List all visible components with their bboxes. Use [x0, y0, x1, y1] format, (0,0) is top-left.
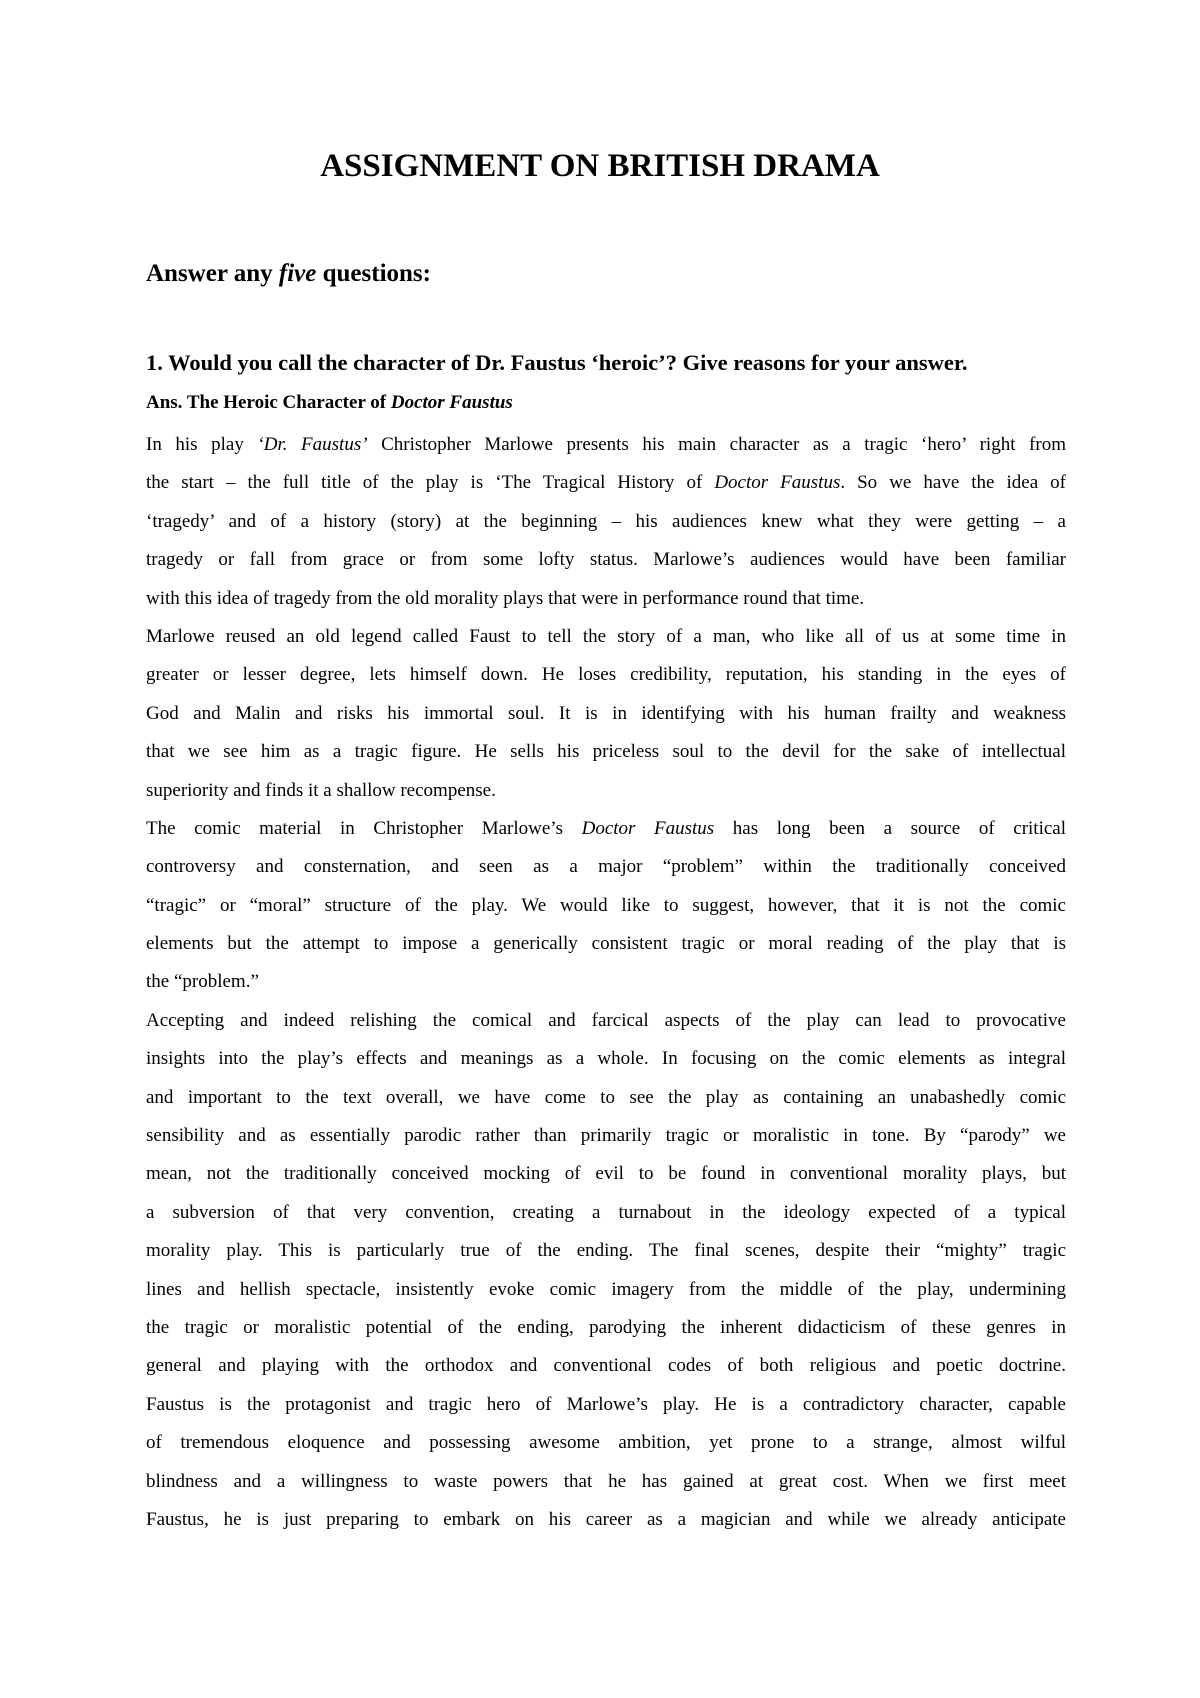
- italic-title: Doctor Faustus: [581, 817, 715, 839]
- line-text: . So we have the idea of: [840, 472, 1066, 494]
- line-text: “tragic” or “moral” structure of the play. We would like to suggest, however, that it is not the comic: [146, 894, 1066, 916]
- body-line: [146, 1386, 1066, 1424]
- line-text: the start – the full title of the play is ‘The Tragical History of: [146, 472, 715, 494]
- body-line: [146, 887, 1066, 925]
- line-text: a subversion of that very convention, creating a turnabout in the ideology expected of a typical: [146, 1201, 1066, 1223]
- body-line: [146, 464, 1066, 502]
- body-line: [146, 695, 1066, 733]
- body-line: [146, 1424, 1066, 1462]
- line-text: elements but the attempt to impose a generically consistent tragic or moral reading of the play that is: [146, 933, 1066, 955]
- body-line: [146, 1040, 1066, 1078]
- line-text: the tragic or moralistic potential of the ending, parodying the inherent didacticism of these genres in: [146, 1316, 1066, 1338]
- instruction-before: Answer any: [146, 260, 279, 287]
- body-line: [146, 1463, 1066, 1501]
- body-line: [146, 810, 1066, 848]
- line-text: lines and hellish spectacle, insistently evoke comic imagery from the middle of the play, undermining: [146, 1278, 1066, 1300]
- line-text: mean, not the traditionally conceived mocking of evil to be found in conventional morality plays, but: [146, 1163, 1066, 1185]
- line-text: of tremendous eloquence and possessing awesome ambition, yet prone to a strange, almost wilful: [146, 1432, 1066, 1454]
- line-text: controversy and consternation, and seen as a major “problem” within the traditionally conceived: [146, 856, 1066, 878]
- line-text: God and Malin and risks his immortal soul. It is in identifying with his human frailty and weakness: [146, 702, 1066, 724]
- line-text: In his play: [146, 434, 258, 455]
- body-line: [146, 1271, 1066, 1309]
- answer-body: [146, 426, 1066, 1539]
- page-title: ASSIGNMENT ON BRITISH DRAMA: [320, 148, 880, 184]
- line-text: the “problem.”: [146, 971, 259, 993]
- body-line: [146, 618, 1066, 656]
- line-text: and important to the text overall, we have come to see the play as containing an unabashedly comic: [146, 1086, 1066, 1108]
- body-line: [146, 848, 1066, 886]
- body-line: [146, 772, 1066, 810]
- body-line: [146, 733, 1066, 771]
- instruction-after: questions:: [316, 260, 431, 287]
- answer-heading: [146, 390, 513, 416]
- body-line: [146, 1501, 1066, 1539]
- line-text: The comic material in Christopher Marlowe’s: [146, 817, 582, 839]
- line-text: Faustus is the protagonist and tragic hero of Marlowe’s play. He is a contradictory character, capable: [146, 1393, 1066, 1415]
- body-line: [146, 1309, 1066, 1347]
- line-text: tragedy or fall from grace or from some lofty status. Marlowe’s audiences would have been familiar: [146, 549, 1066, 571]
- body-line: [146, 1155, 1066, 1193]
- line-text: sensibility and as essentially parodic rather than primarily tragic or moralistic in tone. By “parody” we: [146, 1125, 1066, 1147]
- line-text: general and playing with the orthodox and conventional codes of both religious and poetic doctrine.: [146, 1355, 1066, 1377]
- answer-heading-title: Doctor Faustus: [390, 392, 513, 413]
- line-text: Marlowe reused an old legend called Faust to tell the story of a man, who like all of us at some time in: [146, 625, 1066, 647]
- body-line: [146, 1232, 1066, 1270]
- instruction-emphasis: five: [278, 260, 317, 287]
- body-line: [146, 541, 1066, 579]
- answer-heading-prefix: Ans. The Heroic Character of: [146, 392, 391, 413]
- line-text: with this idea of tragedy from the old morality plays that were in performance round that time.: [146, 587, 865, 609]
- line-text: blindness and a willingness to waste powers that he has gained at great cost. When we first meet: [146, 1470, 1066, 1492]
- question-1: 1. Would you call the character of Dr. Faustus ‘heroic’? Give reasons for your answer.: [146, 350, 968, 375]
- body-line: [146, 503, 1066, 541]
- body-line: [146, 1117, 1066, 1155]
- italic-title: ‘Dr. Faustus’: [257, 434, 368, 455]
- line-text: that we see him as a tragic figure. He sells his priceless soul to the devil for the sake of intellectual: [146, 741, 1066, 763]
- body-line: [146, 426, 1066, 464]
- instruction: [146, 258, 431, 290]
- line-text: Faustus, he is just preparing to embark on his career as a magician and while we already anticipate: [146, 1508, 1066, 1530]
- line-text: Accepting and indeed relishing the comical and farcical aspects of the play can lead to provocative: [146, 1009, 1066, 1031]
- line-text: ‘tragedy’ and of a history (story) at the beginning – his audiences knew what they were getting – a: [146, 510, 1066, 532]
- body-line: [146, 1194, 1066, 1232]
- line-text: superiority and finds it a shallow recompense.: [146, 779, 496, 801]
- line-text: greater or lesser degree, lets himself down. He loses credibility, reputation, his standing in the eyes of: [146, 664, 1066, 686]
- body-line: [146, 1079, 1066, 1117]
- body-line: [146, 1002, 1066, 1040]
- body-line: [146, 580, 1066, 618]
- body-line: [146, 656, 1066, 694]
- line-text: Christopher Marlowe presents his main character as a tragic ‘hero’ right from: [367, 434, 1066, 455]
- body-line: [146, 963, 1066, 1001]
- body-line: [146, 925, 1066, 963]
- line-text: has long been a source of critical: [714, 817, 1066, 839]
- line-text: morality play. This is particularly true of the ending. The final scenes, despite their “mighty” tragic: [146, 1240, 1066, 1262]
- italic-title: Doctor Faustus: [714, 472, 841, 494]
- line-text: insights into the play’s effects and meanings as a whole. In focusing on the comic elements as integral: [146, 1048, 1066, 1070]
- body-line: [146, 1347, 1066, 1385]
